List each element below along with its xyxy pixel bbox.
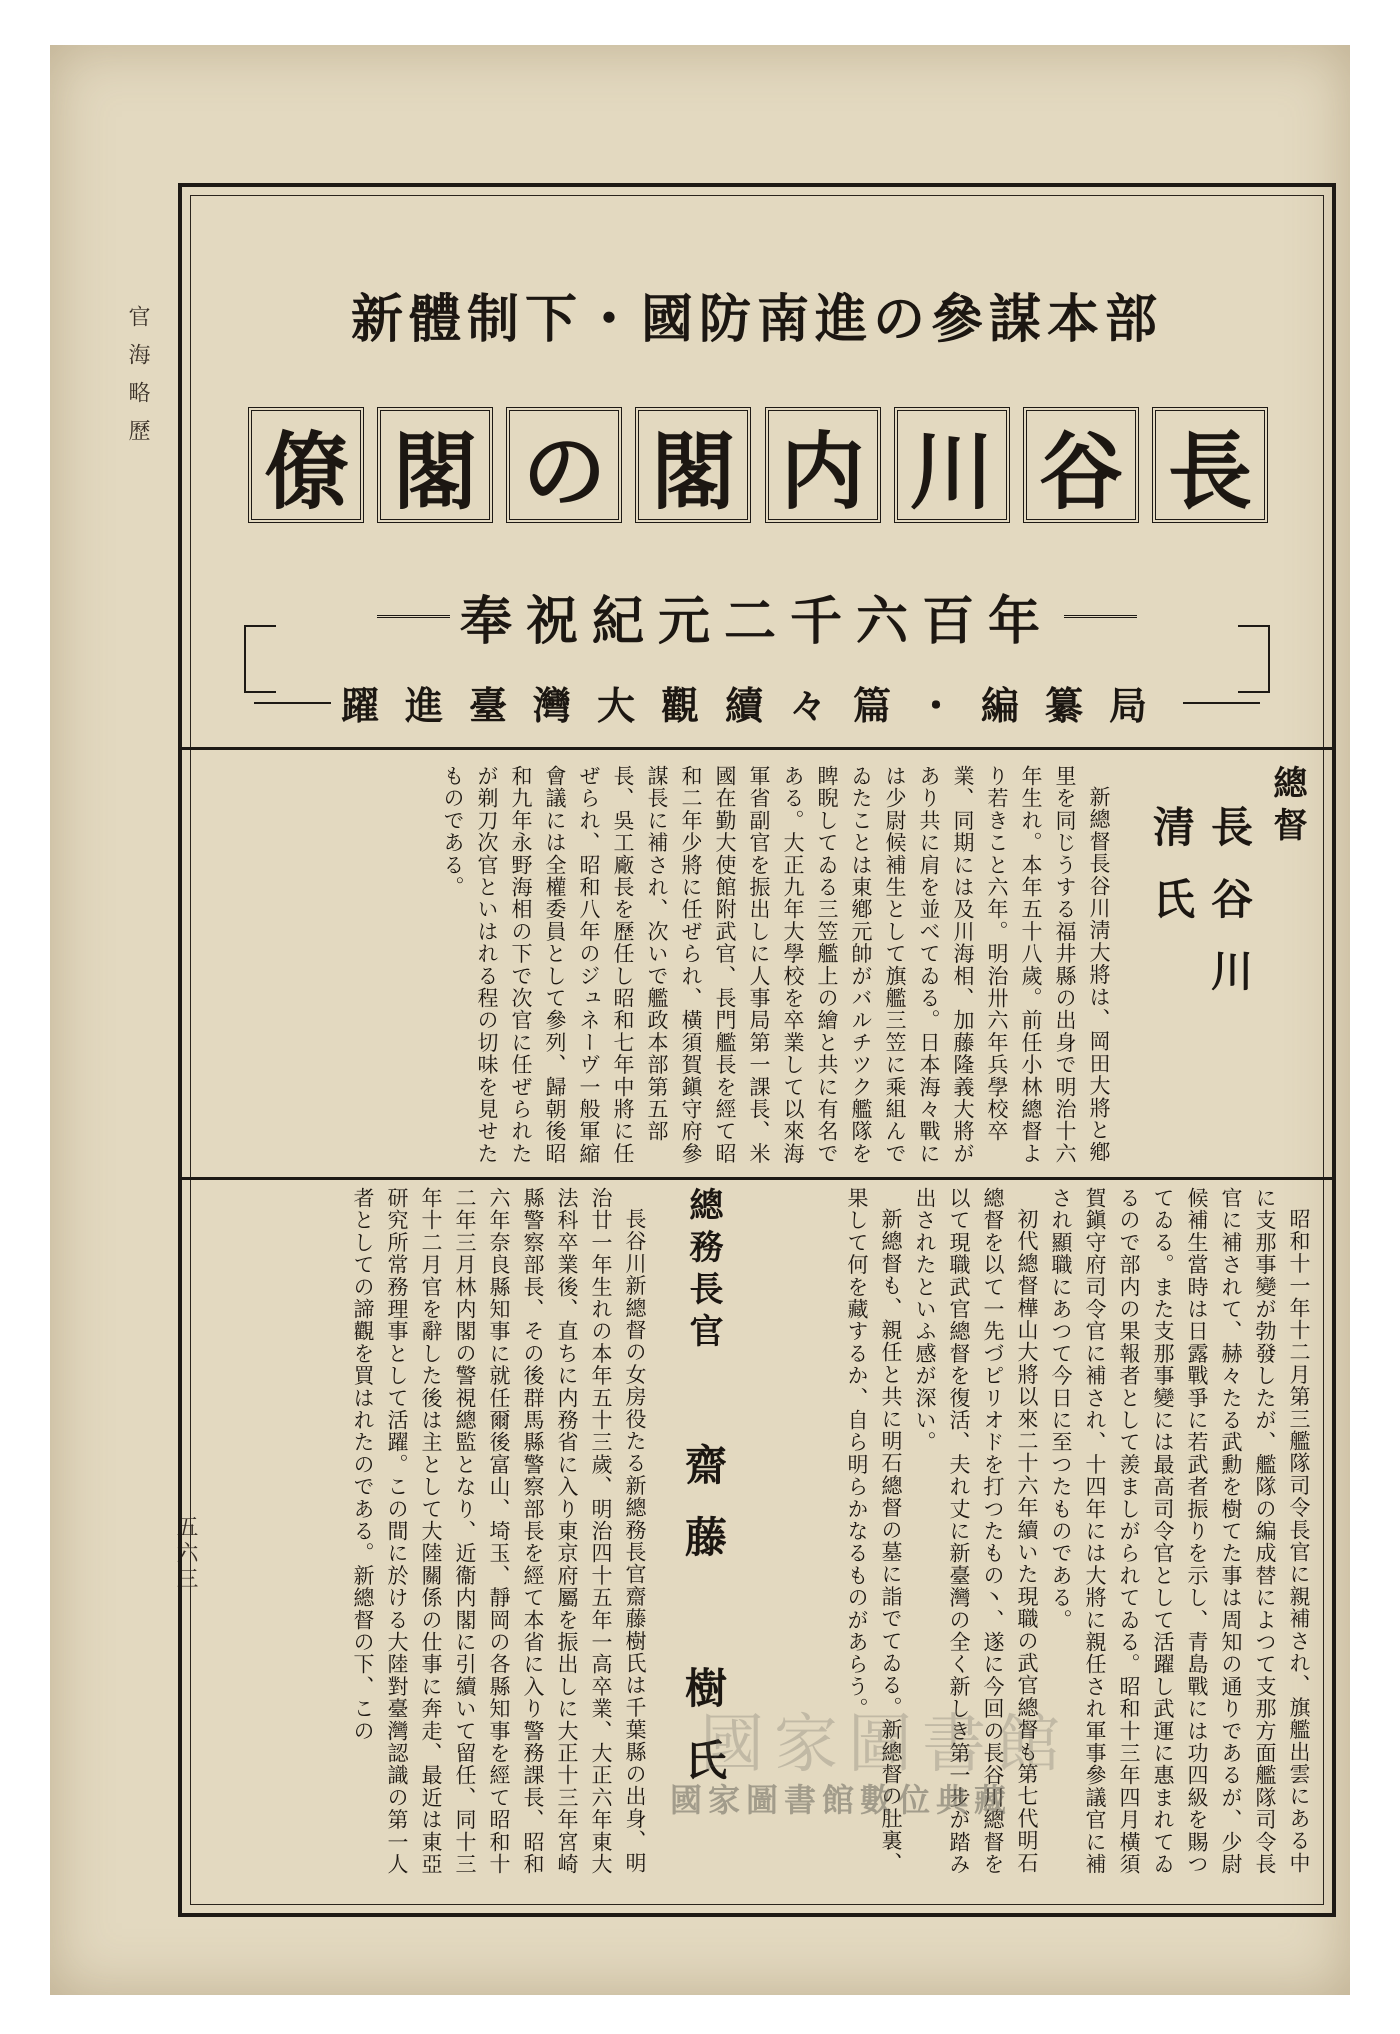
- section-divider: [182, 747, 1332, 750]
- title-char: 内: [765, 407, 881, 523]
- governor-paragraph: 新總督も、親任と共に明石總督の墓に詣でてゐる。新總督の肚裏、果して何を藏するか、自ら明らかなるものがあらう。: [845, 1187, 903, 1874]
- section-divider: [182, 1177, 1332, 1180]
- article-subtitle: 新體制下・國防南進の參謀本部: [350, 289, 1163, 350]
- rule-line: [1183, 702, 1260, 704]
- era-text: 奉祝紀元二千六百年: [460, 591, 1055, 652]
- governor-paragraph: 昭和十一年十二月第三艦隊司令長官に親補され、旗艦出雲にある中に支那事變が勃發したが、艦隊の編成替によつて支那方面艦隊司令長官に補されて、赫々たる武勳を樹てた事は周知の通りであるが、少尉候補生當時は日露戰爭に若武者振りを示し、青島戰には功四級を賜つてゐる。また支那事變には最高司令官として活躍し武運に惠まれてゐるので部内の果報者として羨ましがられてゐる。昭和十三年四月橫須賀鎭守府司令官に補され、十四年には大將に親任され軍事參議官に補され顯職にあつて今日に至つたものである。: [1049, 1187, 1311, 1876]
- rule-line: [254, 702, 331, 704]
- title-char: 閣: [635, 407, 751, 523]
- article-frame: [178, 183, 1336, 1917]
- library-watermark: 國家圖書館數位典藏: [670, 1781, 1013, 1819]
- chief-role: 總務長官: [683, 1187, 723, 1355]
- governor-heading: [1142, 765, 1316, 1165]
- double-rule: [1064, 615, 1137, 618]
- page-sheet: [50, 45, 1350, 1995]
- title-char: の: [506, 407, 622, 523]
- governor-body-top: [436, 765, 1116, 1165]
- title-char: 閣: [377, 407, 493, 523]
- chief-name: 齋藤 樹氏: [679, 1443, 728, 1810]
- title-char: 長: [1152, 407, 1268, 523]
- governor-role: 總督: [1267, 765, 1307, 849]
- title-char: 谷: [1023, 407, 1139, 523]
- chief-body: [346, 1187, 652, 1895]
- series-text: 躍進臺灣大觀續々篇・編纂局: [341, 683, 1174, 728]
- chief-paragraph: 長谷川新總督の女房役たる新總務長官齋藤樹氏は千葉縣の出身、明治廿一年生れの本年五十三歲、明治四十五年一高卒業、大正六年東大法科卒業後、直ちに内務省に入り東京府屬を振出しに大正十三年宮崎縣警察部長、その後群馬縣警察部長を經て本省に入り警務課長、昭和六年奈良縣知事に就任爾後富山、埼玉、靜岡の各縣知事を經て昭和十二年三月林内閣の警視總監となり、近衞内閣に引續いて留任、同十三年十二月官を辭した後は主として大陸關係の仕事に奔走、最近は東亞研究所常務理事として活躍。この間に於ける大陸對臺灣認識の第一人者としての諦觀を買はれたのである。新總督の下、この: [351, 1187, 647, 1876]
- library-seal-watermark: 國家圖書館: [700, 1708, 1070, 1782]
- governor-paragraph: 初代總督樺山大將以來二十六年續いた現職の武官總督も第七代明石總督を以て一先づピリオドを打つたもの丶、遂に今回の長谷川總督を以て現職武官總督を復活、夫れ丈に新臺灣の全く新しき第一步が踏み出されたといふ感が深い。: [913, 1187, 1039, 1876]
- page-number: 五六三: [173, 1515, 198, 1593]
- governor-paragraph: 新總督長谷川淸大將は、岡田大將と鄕里を同じうする福井縣の出身で明治十六年生れ。本年五十八歲。前任小林總督より若きこと六年。明治卅六年兵學校卒業、同期には及川海相、加藤隆義大將があり共に肩を並べてゐる。日本海々戰には少尉候補生として旗艦三笠に乘組んでゐたことは東鄕元帥がバルチツク艦隊を睥睨してゐる三笠艦上の繪と共に有名である。大正九年大學校を卒業して以來海軍省副官を振出しに人事局第一課長、米國在勤大使館附武官、長門艦長を經て昭和二年少將に任ぜられ、橫須賀鎭守府參謀長に補され、次いで艦政本部第五部長、吳工廠長を歷任し昭和七年中將に任ぜられ、昭和八年のジュネーヴ一般軍縮會議には全權委員として參列、歸朝後昭和九年永野海相の下で次官に任ぜられたが剃刀次官といはれる程の切味を見せたものである。: [441, 765, 1111, 1165]
- governor-name: 長谷川 清氏: [1147, 805, 1254, 1021]
- governor-section: [182, 765, 1332, 1165]
- series-banner: [254, 675, 1260, 730]
- double-rule: [377, 615, 450, 618]
- article-title: [248, 407, 1268, 527]
- title-char: 僚: [248, 407, 364, 523]
- running-header: 官海略歷: [125, 305, 150, 457]
- article-header: [182, 187, 1332, 747]
- title-char: 川: [894, 407, 1010, 523]
- era-banner: [377, 579, 1137, 654]
